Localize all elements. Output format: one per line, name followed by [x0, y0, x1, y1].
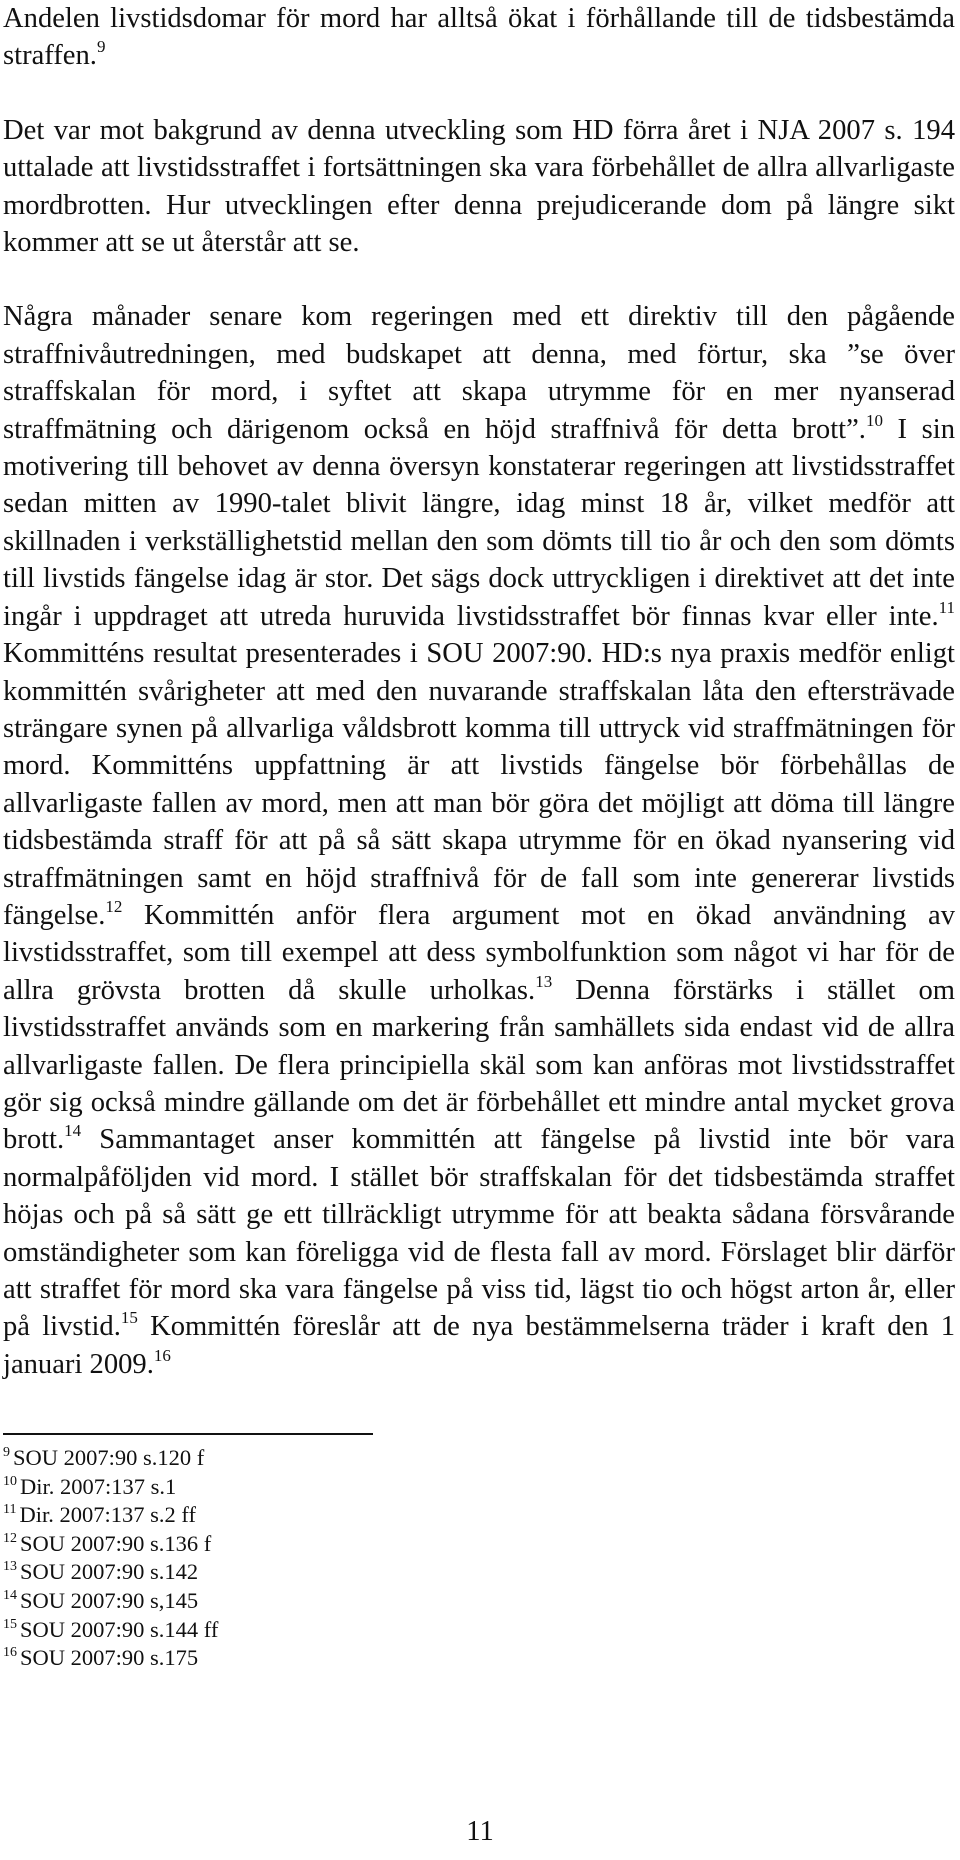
footnote-item [3, 1473, 603, 1502]
footnote-text: SOU 2007:90 s.144 ff [20, 1616, 219, 1642]
footnote-item [3, 1616, 603, 1645]
footnote-item [3, 1644, 603, 1673]
footnote-number: 15 [3, 1616, 17, 1632]
paragraph-text: Några månader senare kom regeringen med ett direktiv till den pågående straffnivåutredningen, med budskapet att denna, med förtur, ska ”se över straffskalan för mord, i syftet att skapa utrymme för en mer nyanserad straffmätning och därigenom också en höjd straffnivå för detta brott”. [3, 301, 955, 445]
paragraph-text: Kommittén föreslår att de nya bestämmelserna träder i kraft den 1 januari 2009. [3, 1311, 955, 1380]
paragraph-2 [3, 112, 955, 262]
paragraph-text: Sammantaget anser kommittén att fängelse på livstid inte bör vara normalpåföljden vid mord. I stället bör straffskalan för det tidsbestämda straffet höjas och på så sätt ge ett tillräckligt utrymme för att beakta sådana försvårande omständigheter som kan föreligga vid de flesta fall av mord. Förslaget blir därför att straffet för mord ska vara fängelse på viss tid, lägst tio och högst arton år, eller på livstid. [3, 1124, 955, 1343]
footnote-number: 12 [3, 1530, 17, 1546]
paragraph-text: Kommittén anför flera argument mot en ökad användning av livstidsstraffet, som till exempel att dess symbolfunktion som något vi har för de allra grövsta brotten då skulle urholkas. [3, 899, 955, 1006]
paragraph-text: Andelen livstidsdomar för mord har alltså ökat i förhållande till de tidsbestämda straffen. [3, 3, 955, 72]
footnote-number: 16 [3, 1645, 17, 1661]
paragraph-text: Kommitténs resultat presenterades i SOU 2007:90. HD:s nya praxis medför enligt kommittén svårigheter att med den nuvarande straffskalan låta den eftersträvade strängare synen på allvarliga våldsbrott komma till uttryck vid straffmätningen för mord. Kommitténs uppfattning är att livstids fängelse bör förbehållas de allvarligaste fallen av mord, men att man bör göra det möjligt att döma till längre tidsbestämda straff för att på så sätt skapa utrymme för en ökad nyansering vid straffmätningen samt en höjd straffnivå för de fall som inte genererar livstids fängelse. [3, 638, 955, 931]
paragraph-text: I sin motivering till behovet av denna översyn konstaterar regeringen att livstidsstraffet sedan mitten av 1990-talet blivit längre, idag minst 18 år, vilket medför att skillnaden i verkställighetstid mellan den som dömts till tio år och den som dömts till livstids fängelse idag är stor. Det sägs dock uttryckligen i direktivet att det inte ingår i uppdraget att utreda huruvida livstidsstraffet bör finnas kvar eller inte. [3, 413, 955, 632]
footnote-number: 10 [3, 1473, 17, 1489]
footnote-number: 13 [3, 1559, 17, 1575]
paragraph-3 [3, 298, 955, 1383]
footnote-text: SOU 2007:90 s.142 [20, 1559, 199, 1585]
footnote-number: 14 [3, 1587, 17, 1603]
paragraph-text: Det var mot bakgrund av denna utveckling som HD förra året i NJA 2007 s. 194 uttalade att livstidsstraffet i fortsättningen ska vara förbehållet de allra allvarligaste mordbrotten. Hur utvecklingen efter denna prejudicerande dom på längre sikt kommer att se ut återstår att se. [3, 114, 955, 259]
footnote-marker: 13 [535, 971, 553, 991]
footnote-marker: 9 [96, 37, 106, 57]
footnote-text: Dir. 2007:137 s.2 ff [19, 1502, 196, 1528]
footnote-text: SOU 2007:90 s.136 f [20, 1530, 212, 1556]
footnotes-list [3, 1444, 603, 1673]
footnote-number: 9 [3, 1445, 10, 1460]
footnote-number: 11 [3, 1502, 17, 1518]
footnote-text: SOU 2007:90 s,145 [20, 1587, 199, 1613]
footnote-marker: 12 [105, 896, 123, 916]
footnote-text: SOU 2007:90 s.120 f [13, 1445, 205, 1470]
footnote-item [3, 1444, 603, 1473]
page-number: 11 [466, 1816, 494, 1847]
footnote-marker: 14 [64, 1121, 82, 1141]
footnote-item [3, 1587, 603, 1616]
footnote-marker: 15 [120, 1308, 138, 1328]
footnote-marker: 10 [865, 410, 883, 430]
footnote-separator [3, 1433, 373, 1435]
footnote-item [3, 1558, 603, 1587]
paragraph-text: Denna förstärks i stället om livstidsstraffet används som en markering från samhällets sida endast vid de allra allvarligaste fallen. De flera principiella skäl som kan anföras mot livstidsstraffet gör sig också mindre gällande om det är förbehållet ett mindre antal mycket grova brott. [3, 974, 955, 1156]
document-page [3, 0, 955, 1671]
footnote-marker: 16 [153, 1345, 171, 1365]
footnote-text: SOU 2007:90 s.175 [20, 1645, 199, 1671]
footnote-item [3, 1530, 603, 1559]
footnote-marker: 11 [938, 597, 955, 617]
footnote-text: Dir. 2007:137 s.1 [20, 1473, 177, 1499]
paragraph-1 [3, 0, 955, 75]
footnote-item [3, 1501, 603, 1530]
